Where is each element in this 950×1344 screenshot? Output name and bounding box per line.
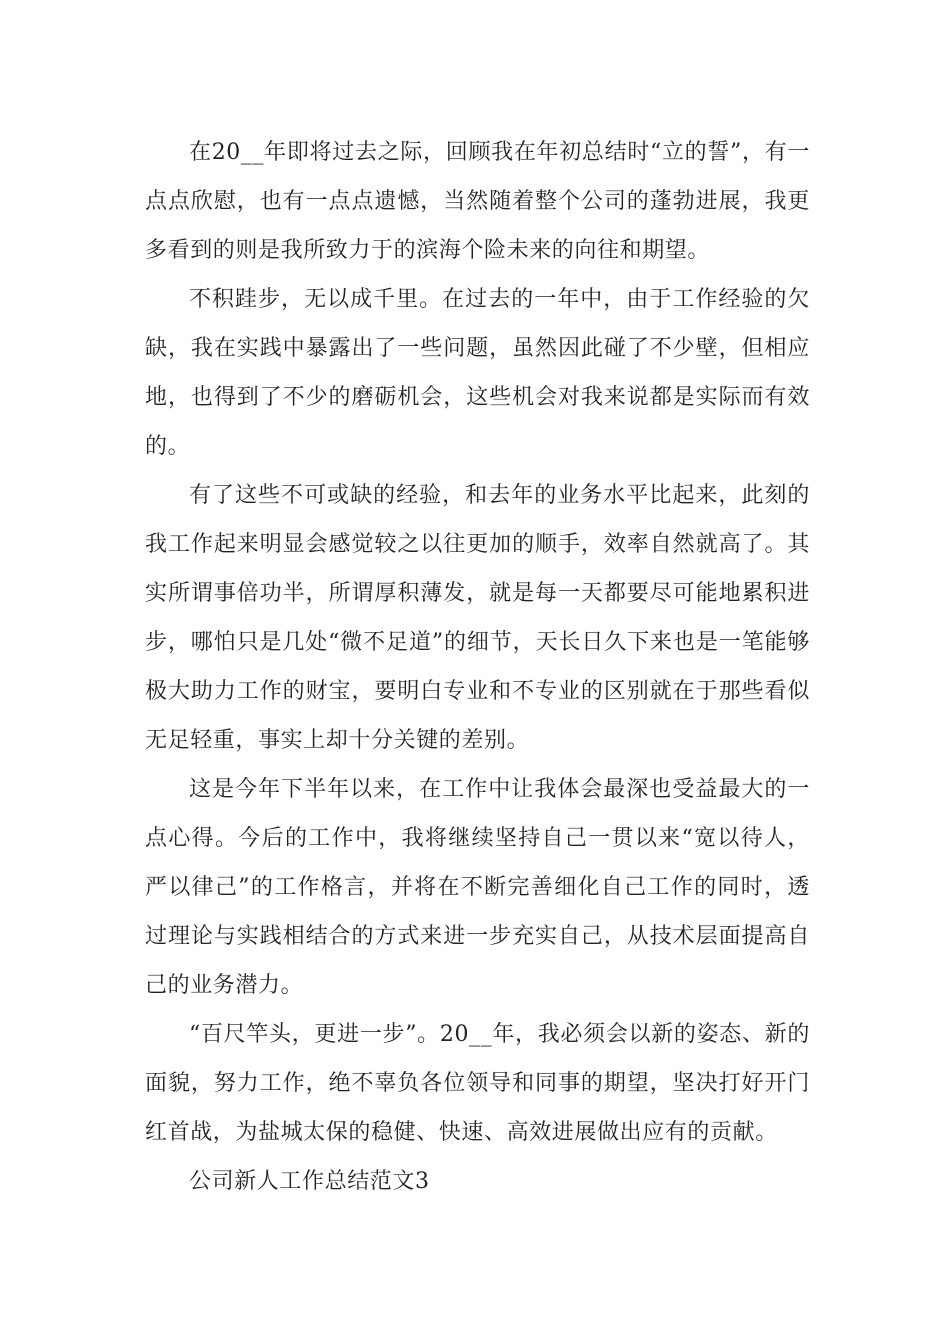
section-heading: 公司新人工作总结范文3 <box>189 1169 430 1194</box>
paragraph-3: 有了这些不可或缺的经验，和去年的业务水平比起来，此刻的我工作起来明显会感觉较之以往更加的顺手，效率自然就高了。其实所谓事倍功半，所谓厚积薄发，就是每一天都要尽可能地累积进步，哪怕只是几处“微不足道”的细节，天长日久下来也是一笔能够极大助力工作的财宝，要明白专业和不专业的区别就在于那些看似无足轻重，事实上却十分关键的差别。 <box>145 483 810 753</box>
paragraph-1: 在20__年即将过去之际，回顾我在年初总结时“立的誓”，有一点点欣慰，也有一点点遗憾，当然随着整个公司的蓬勃进展，我更多看到的则是我所致力于的滨海个险未来的向往和期望。 <box>145 140 810 263</box>
document-body <box>145 128 810 1206</box>
paragraph-4: 这是今年下半年以来，在工作中让我体会最深也受益最大的一点心得。今后的工作中，我将继续坚持自己一贯以来“宽以待人，严以律己”的工作格言，并将在不断完善细化自己工作的同时，透过理论与实践相结合的方式来进一步充实自己，从技术层面提高自己的业务潜力。 <box>145 777 810 998</box>
paragraph-2: 不积跬步，无以成千里。在过去的一年中，由于工作经验的欠缺，我在实践中暴露出了一些问题，虽然因此碰了不少壁，但相应地，也得到了不少的磨砺机会，这些机会对我来说都是实际而有效的。 <box>145 287 810 459</box>
paragraph-5: “百尺竿头，更进一步”。20__年，我必须会以新的姿态、新的面貌，努力工作，绝不辜负各位领导和同事的期望，坚决打好开门红首战，为盐城太保的稳健、快速、高效进展做出应有的贡献。 <box>145 1022 810 1145</box>
